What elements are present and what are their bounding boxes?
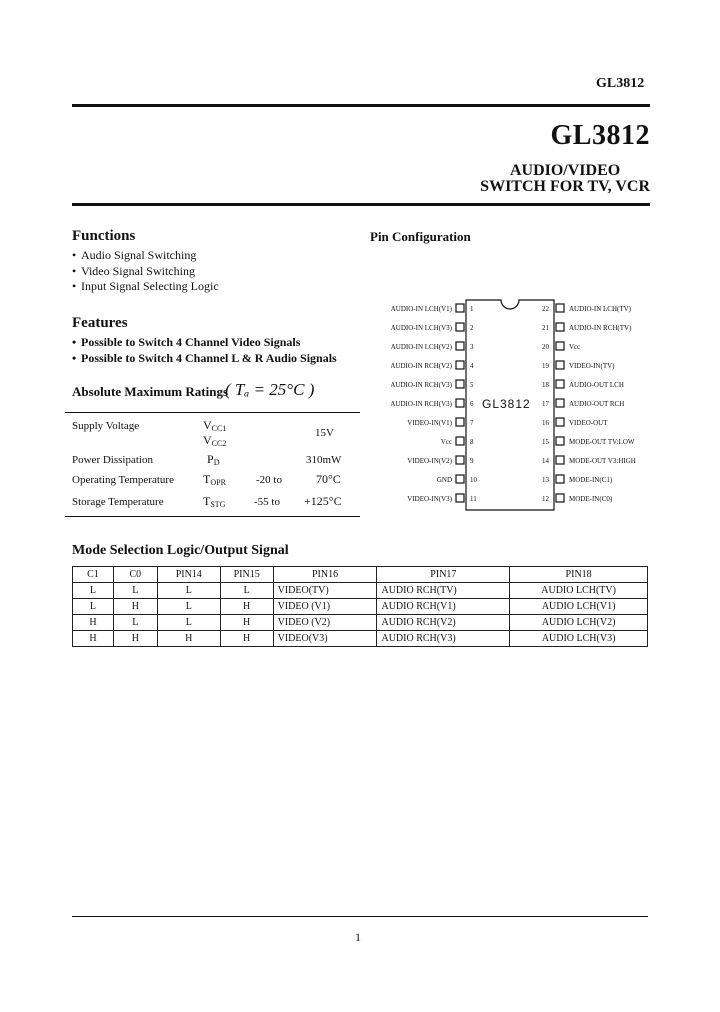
- table-cell: H: [73, 615, 114, 631]
- functions-item: • Audio Signal Switching: [72, 248, 219, 264]
- rating-name: Operating Temperature: [72, 474, 174, 486]
- left-pin-group: [390, 304, 477, 503]
- pin-label: AUDIO-IN RCH(TV): [569, 324, 632, 332]
- table-cell: AUDIO RCH(V3): [377, 631, 510, 647]
- table-header-row: [73, 567, 648, 583]
- pin-label: AUDIO-OUT RCH: [569, 400, 625, 408]
- pin-number: 10: [470, 476, 477, 484]
- table-cell: L: [157, 615, 220, 631]
- table-cell: AUDIO RCH(V1): [377, 599, 510, 615]
- pin-number: 11: [470, 495, 477, 503]
- table-row: [73, 583, 648, 599]
- rating-min: -20 to: [256, 474, 282, 486]
- functions-list: [72, 248, 219, 295]
- table-cell: L: [220, 583, 273, 599]
- pin-number: 7: [470, 419, 474, 427]
- pin-square: [456, 475, 464, 483]
- rating-name: Power Dissipation: [72, 454, 153, 466]
- table-cell: H: [220, 599, 273, 615]
- table-cell: H: [220, 615, 273, 631]
- pin-number: 16: [542, 419, 549, 427]
- pin-square: [556, 361, 564, 369]
- rating-max: 70°C: [316, 472, 341, 486]
- pin-square: [456, 494, 464, 502]
- pin-label: AUDIO-IN LCH(V3): [390, 324, 452, 332]
- header-rule: [72, 104, 650, 107]
- features-list: [72, 335, 337, 366]
- table-cell: H: [220, 631, 273, 647]
- pin-label: Vcc: [440, 438, 452, 446]
- table-cell: L: [73, 599, 114, 615]
- pin-number: 19: [542, 362, 549, 370]
- pin-label: Vcc: [569, 343, 581, 351]
- rating-min: -55 to: [254, 496, 280, 508]
- pin-label: MODE-IN(C0): [569, 495, 613, 503]
- pin-label: VIDEO-IN(V1): [407, 419, 452, 427]
- pin-square: [556, 380, 564, 388]
- pin-square: [456, 418, 464, 426]
- pin-label: VIDEO-IN(V3): [407, 495, 452, 503]
- table-row: [73, 615, 648, 631]
- table-cell: L: [157, 583, 220, 599]
- pin-square: [556, 494, 564, 502]
- table-cell: L: [73, 583, 114, 599]
- pin-label: AUDIO-IN LCH(V1): [390, 305, 452, 313]
- pin-label: MODE-OUT V3:HIGH: [569, 457, 636, 465]
- table-cell: AUDIO RCH(TV): [377, 583, 510, 599]
- page-title: GL3812: [550, 120, 650, 151]
- ratings-top-rule: [65, 412, 360, 413]
- pin-label: VIDEO-IN(TV): [569, 362, 615, 370]
- column-header: PIN18: [510, 567, 648, 583]
- table-cell: VIDEO(TV): [273, 583, 377, 599]
- pin-square: [456, 342, 464, 350]
- pin-square: [556, 418, 564, 426]
- table-cell: VIDEO(V3): [273, 631, 377, 647]
- pin-number: 17: [542, 400, 549, 408]
- table-cell: VIDEO (V1): [273, 599, 377, 615]
- features-heading: Features: [72, 315, 128, 331]
- pin-number: 2: [470, 324, 474, 332]
- table-row: [73, 599, 648, 615]
- table-cell: AUDIO LCH(V2): [510, 615, 648, 631]
- table-cell: AUDIO RCH(V2): [377, 615, 510, 631]
- rating-max: +125°C: [304, 494, 342, 508]
- column-header: PIN17: [377, 567, 510, 583]
- table-cell: L: [113, 615, 157, 631]
- rating-name: Storage Temperature: [72, 496, 164, 508]
- functions-heading: Functions: [72, 228, 136, 244]
- rating-symbol: $T_{OPR}$: [203, 472, 226, 487]
- pin-square: [456, 399, 464, 407]
- pin-number: 22: [542, 305, 549, 313]
- subtitle-line-2: SWITCH FOR TV, VCR: [480, 178, 650, 195]
- chip-label: GL3812: [482, 397, 531, 411]
- pin-label: AUDIO-OUT LCH: [569, 381, 624, 389]
- rating-max: 15V: [315, 427, 334, 439]
- pin-square: [456, 380, 464, 388]
- pin-square: [456, 304, 464, 312]
- pin-number: 20: [542, 343, 549, 351]
- functions-item: • Input Signal Selecting Logic: [72, 279, 219, 295]
- pin-number: 3: [470, 343, 474, 351]
- mode-table-heading: Mode Selection Logic/Output Signal: [72, 543, 289, 558]
- header-part-code: GL3812: [596, 76, 645, 91]
- table-cell: H: [113, 631, 157, 647]
- table-cell: H: [113, 599, 157, 615]
- pin-number: 4: [470, 362, 474, 370]
- mode-table: [72, 566, 648, 647]
- features-item: • Possible to Switch 4 Channel L & R Audio Signals: [72, 351, 337, 367]
- pin-square: [456, 323, 464, 331]
- column-header: PIN16: [273, 567, 377, 583]
- pin-number: 13: [542, 476, 549, 484]
- subtitle-line-1: AUDIO/VIDEO: [509, 162, 621, 179]
- pin-number: 5: [470, 381, 474, 389]
- rating-symbol: $P_D$: [207, 452, 220, 467]
- pin-number: 1: [470, 305, 474, 313]
- pin-number: 14: [542, 457, 549, 465]
- pin-label: VIDEO-IN(V2): [407, 457, 452, 465]
- ratings-bottom-rule: [65, 516, 360, 517]
- pin-number: 21: [542, 324, 549, 332]
- pin-label: MODE-IN(C1): [569, 476, 613, 484]
- features-item: • Possible to Switch 4 Channel Video Signals: [72, 335, 337, 351]
- pin-label: VIDEO-OUT: [569, 419, 608, 427]
- pin-number: 18: [542, 381, 549, 389]
- ratings-heading: Absolute Maximum Ratings: [72, 384, 229, 399]
- pin-label: MODE-OUT TV:LOW: [569, 438, 635, 446]
- pin-square: [456, 361, 464, 369]
- footer-rule: [72, 916, 648, 917]
- pin-config-heading: Pin Configuration: [370, 229, 471, 244]
- pin-square: [556, 475, 564, 483]
- pin-square: [556, 323, 564, 331]
- column-header: C0: [113, 567, 157, 583]
- pin-square: [456, 456, 464, 464]
- pin-number: 8: [470, 438, 474, 446]
- rating-symbol: $T_{STG}$: [203, 494, 226, 509]
- pin-square: [556, 399, 564, 407]
- pin-label: AUDIO-IN RCH(V3): [390, 400, 452, 408]
- column-header: C1: [73, 567, 114, 583]
- pin-number: 6: [470, 400, 474, 408]
- table-cell: VIDEO (V2): [273, 615, 377, 631]
- pin-number: 9: [470, 457, 474, 465]
- table-cell: AUDIO LCH(TV): [510, 583, 648, 599]
- table-cell: L: [157, 599, 220, 615]
- pin-label: AUDIO-IN RCH(V3): [390, 381, 452, 389]
- table-cell: AUDIO LCH(V1): [510, 599, 648, 615]
- pin-diagram: [360, 295, 660, 515]
- pin-square: [556, 304, 564, 312]
- ratings-condition: ( Tₐ = 25°C ): [225, 380, 315, 399]
- pin-square: [556, 456, 564, 464]
- rating-max: 310mW: [306, 454, 342, 466]
- rating-symbol: $V_{CC1}$: [203, 418, 227, 433]
- column-header: PIN14: [157, 567, 220, 583]
- right-pin-group: [542, 304, 636, 503]
- page-subtitle: [480, 163, 650, 195]
- pin-label: AUDIO-IN LCH(V2): [390, 343, 452, 351]
- table-cell: H: [157, 631, 220, 647]
- pin-square: [556, 437, 564, 445]
- pin-label: GND: [436, 476, 452, 484]
- page-number: 1: [355, 930, 361, 944]
- rating-symbol: $V_{CC2}$: [203, 433, 227, 448]
- table-cell: H: [73, 631, 114, 647]
- functions-item: • Video Signal Switching: [72, 264, 219, 280]
- pin-number: 15: [542, 438, 549, 446]
- title-rule: [72, 203, 650, 206]
- pin-number: 12: [542, 495, 549, 503]
- pin-label: AUDIO-IN RCH(V2): [390, 362, 452, 370]
- pin-square: [456, 437, 464, 445]
- table-cell: L: [113, 583, 157, 599]
- pin-square: [556, 342, 564, 350]
- table-cell: AUDIO LCH(V3): [510, 631, 648, 647]
- column-header: PIN15: [220, 567, 273, 583]
- rating-name: Supply Voltage: [72, 420, 140, 432]
- pin-label: AUDIO-IN LCH(TV): [569, 305, 632, 313]
- table-row: [73, 631, 648, 647]
